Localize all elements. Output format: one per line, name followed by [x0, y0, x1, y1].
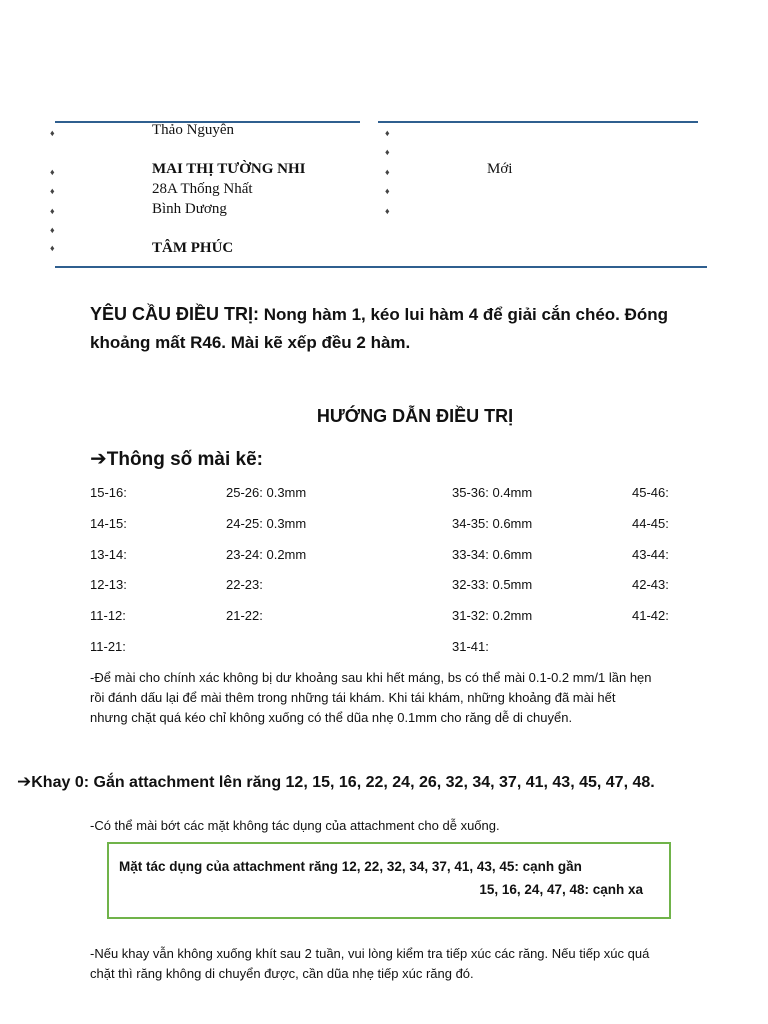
ipr-cell: 45-46: [632, 485, 669, 500]
ipr-cell: 43-44: [632, 547, 669, 562]
header-top-rule-right [378, 121, 698, 123]
ipr-cell: 25-26: 0.3mm [226, 485, 307, 500]
ipr-cell: 21-22: [226, 608, 263, 623]
tray0-footer-note [90, 944, 750, 984]
box-line2: 15, 16, 24, 47, 48: cạnh xa [479, 882, 643, 897]
ipr-cell: 32-33: 0.5mm [452, 577, 533, 592]
footer-line1: -Nếu khay vẫn không xuống khít sau 2 tuần, vui lòng kiểm tra tiếp xúc các răng. Nếu tiếp xúc quá [90, 946, 650, 961]
ipr-cell: 22-23: [226, 577, 263, 592]
ipr-cell: 42-43: [632, 577, 669, 592]
ipr-cell: 23-24: 0.2mm [226, 547, 307, 562]
right-arrow-icon: ➔ [90, 448, 107, 470]
right-arrow-icon: ➔ [17, 772, 32, 791]
address-line2: Bình Dương [152, 201, 227, 217]
ipr-cell: 13-14: [90, 547, 127, 562]
bullet-icon: ♦ [50, 128, 55, 138]
ipr-cell: 11-12: [90, 608, 126, 623]
ipr-note-line3: nhưng chặt quá kéo chỉ không xuống có thể dũa nhẹ 0.1mm cho răng dễ di chuyển. [90, 710, 573, 725]
treatment-request [90, 300, 730, 357]
clinic-name: TÂM PHÚC [152, 240, 234, 256]
request-label: YÊU CẦU ĐIỀU TRỊ: [90, 304, 260, 324]
ipr-cell: 41-42: [632, 608, 669, 623]
bullet-icon: ♦ [50, 167, 55, 177]
tray0-note: -Có thể mài bớt các mặt không tác dụng của attachment cho dễ xuống. [90, 818, 500, 833]
ipr-note-line2: rồi đánh dấu lại để mài thêm trong những tái khám. Khi tái khám, những khoảng đã mài hết [90, 690, 616, 705]
ipr-heading-text: Thông số mài kẽ: [106, 449, 264, 470]
bullet-icon: ♦ [50, 206, 55, 216]
bullet-icon: ♦ [385, 147, 390, 157]
ipr-note [90, 668, 760, 728]
ipr-cell: 33-34: 0.6mm [452, 547, 533, 562]
bullet-icon: ♦ [385, 206, 390, 216]
ipr-cell: 11-21: [90, 639, 126, 654]
ipr-cell: 34-35: 0.6mm [452, 516, 533, 531]
ipr-cell: 14-15: [90, 516, 127, 531]
bullet-icon: ♦ [385, 167, 390, 177]
ipr-cell: 24-25: 0.3mm [226, 516, 307, 531]
box-line1: Mặt tác dụng của attachment răng 12, 22, 32, 34, 37, 41, 43, 45: cạnh gần [119, 859, 582, 874]
header-bottom-rule [55, 266, 707, 268]
case-status: Mới [487, 161, 513, 177]
ipr-heading [90, 446, 263, 471]
ipr-cell: 44-45: [632, 516, 669, 531]
tray0-heading-text: Khay 0: Gắn attachment lên răng 12, 15, 16, 22, 24, 26, 32, 34, 37, 41, 43, 45, 47, 48. [31, 774, 655, 791]
guide-title: HƯỚNG DẪN ĐIỀU TRỊ [316, 406, 514, 426]
ipr-note-line1: -Để mài cho chính xác không bị dư khoảng sau khi hết máng, bs có thể mài 0.1-0.2 mm/1 lần hẹn [90, 670, 652, 685]
ipr-cell: 31-41: [452, 639, 489, 654]
bullet-icon: ♦ [385, 128, 390, 138]
bullet-icon: ♦ [385, 186, 390, 196]
request-text-line1: Nong hàm 1, kéo lui hàm 4 để giải cắn chéo. Đóng [263, 305, 669, 324]
footer-line2: chặt thì răng không di chuyển được, cần dũa nhẹ tiếp xúc răng đó. [90, 966, 474, 981]
attachment-info-box [107, 842, 671, 919]
bullet-icon: ♦ [50, 225, 55, 235]
bullet-icon: ♦ [50, 186, 55, 196]
patient-name: MAI THỊ TƯỜNG NHI [152, 161, 306, 177]
doctor-name: Thảo Nguyên [152, 122, 235, 138]
ipr-cell: 12-13: [90, 577, 127, 592]
bullet-icon: ♦ [50, 243, 55, 253]
ipr-cell: 35-36: 0.4mm [452, 485, 533, 500]
tray0-heading [17, 772, 655, 792]
request-text-line2: khoảng mất R46. Mài kẽ xếp đều 2 hàm. [90, 333, 411, 352]
ipr-cell: 31-32: 0.2mm [452, 608, 533, 623]
ipr-cell: 15-16: [90, 485, 127, 500]
address-line1: 28A Thống Nhất [152, 181, 253, 197]
